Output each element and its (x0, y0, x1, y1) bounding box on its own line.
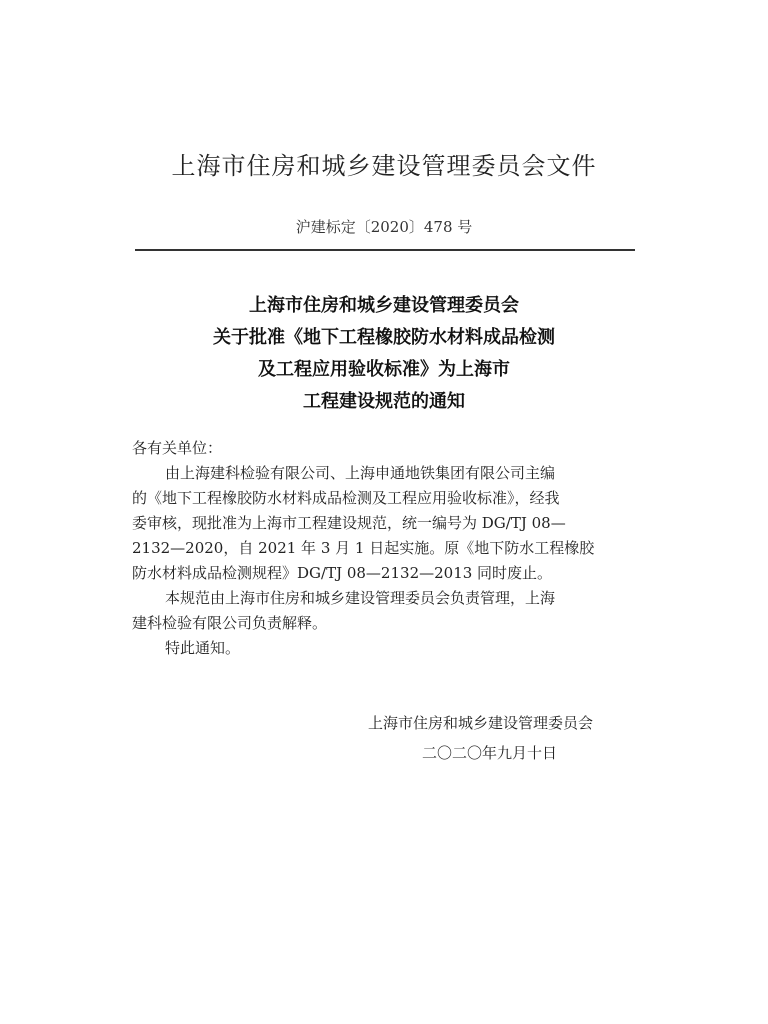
header-divider (135, 249, 635, 251)
body-line: 本规范由上海市住房和城乡建设管理委员会负责管理，上海 (165, 589, 556, 607)
document-number: 沪建标定〔2020〕478 号 (295, 218, 473, 236)
body-line: 2132—2020，自 2021 年 3 月 1 日起实施。原《地下防水工程橡胶 (132, 539, 595, 557)
notice-title-line: 工程建设规范的通知 (303, 391, 465, 412)
notice-body (132, 461, 632, 661)
body-line: 由上海建科检验有限公司、上海申通地铁集团有限公司主编 (165, 464, 556, 482)
body-line: 建科检验有限公司负责解释。 (132, 614, 328, 632)
document-header: 上海市住房和城乡建设管理委员会文件 (171, 152, 597, 180)
body-line: 委审核，现批准为上海市工程建设规范，统一编号为 DG/TJ 08— (132, 514, 566, 532)
notice-title-line: 关于批准《地下工程橡胶防水材料成品检测 (213, 327, 555, 348)
notice-title-line: 及工程应用验收标准》为上海市 (258, 359, 510, 380)
body-line: 的《地下工程橡胶防水材料成品检测及工程应用验收标准》，经我 (132, 489, 560, 507)
signature-date: 二〇二〇年九月十日 (422, 744, 558, 762)
signature-block (340, 708, 650, 768)
salutation: 各有关单位： (132, 439, 223, 457)
body-line: 特此通知。 (165, 639, 241, 657)
body-line: 防水材料成品检测规程》DG/TJ 08—2132—2013 同时废止。 (132, 564, 553, 582)
notice-title (0, 290, 768, 418)
notice-title-line: 上海市住房和城乡建设管理委员会 (249, 295, 519, 316)
signature-organization: 上海市住房和城乡建设管理委员会 (368, 714, 594, 732)
